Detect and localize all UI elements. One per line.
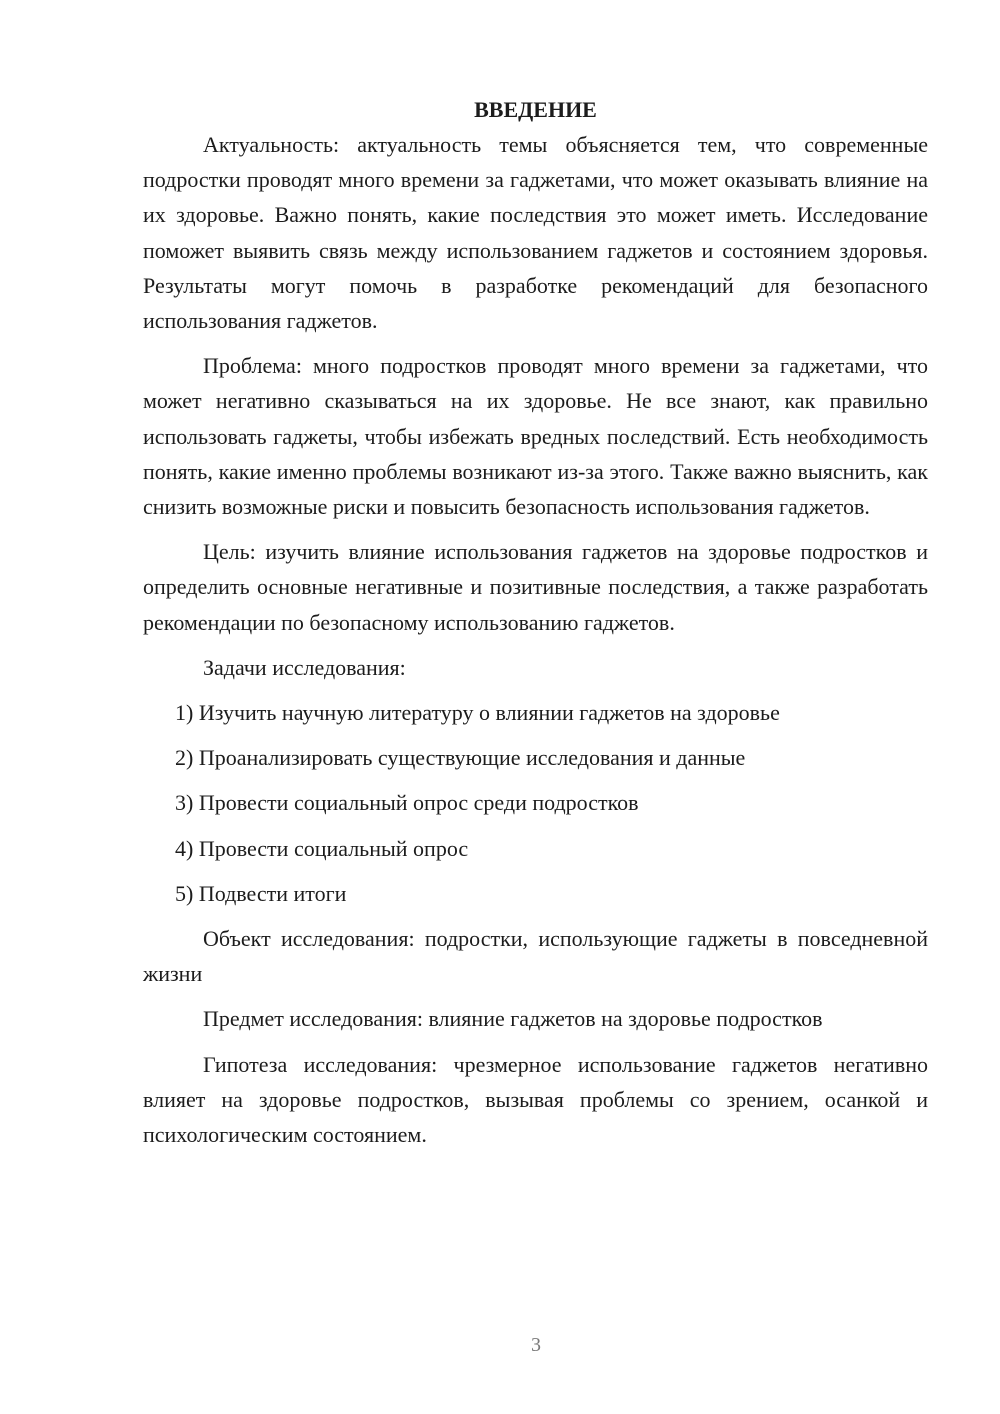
document-page bbox=[143, 92, 928, 1162]
task-item-3: 3) Провести социальный опрос среди подростков bbox=[175, 790, 639, 816]
paragraph-hypothesis: Гипотеза исследования: чрезмерное использование гаджетов негативно влияет на здоровье подростков, вызывая проблемы со зрением, осанкой и психологическим состоянием. bbox=[143, 1051, 928, 1148]
task-item-1: 1) Изучить научную литературу о влиянии гаджетов на здоровье bbox=[175, 700, 780, 726]
page-number: 3 bbox=[531, 1334, 541, 1356]
paragraph-problem: Проблема: много подростков проводят много времени за гаджетами, что может негативно сказываться на их здоровье. Не все знают, как правильно использовать гаджеты, чтобы избежать вредных последствий. Есть необходимость понять, какие именно проблемы возникают из-за этого. Также важно выяснить, как снизить возможные риски и повысить безопасность использования гаджетов. bbox=[143, 353, 928, 520]
task-item-5: 5) Подвести итоги bbox=[175, 880, 347, 906]
task-item-4: 4) Провести социальный опрос bbox=[175, 835, 469, 861]
paragraph-goal: Цель: изучить влияние использования гаджетов на здоровье подростков и определить основные негативные и позитивные последствия, а также разработать рекомендации по безопасному использованию гаджетов. bbox=[143, 539, 928, 635]
paragraph-relevance: Актуальность: актуальность темы объясняется тем, что современные подростки проводят много времени за гаджетами, что может оказывать влияние на их здоровье. Важно понять, какие последствия это может иметь. Исследование поможет выявить связь между использованием гаджетов и состоянием здоровья. Результаты могут помочь в разработке рекомендаций для безопасного использования гаджетов. bbox=[143, 132, 928, 334]
task-item-2: 2) Проанализировать существующие исследования и данные bbox=[175, 745, 746, 771]
page-title: ВВЕДЕНИЕ bbox=[474, 97, 597, 122]
paragraph-object: Объект исследования: подростки, использующие гаджеты в повседневной жизни bbox=[143, 926, 928, 987]
tasks-heading: Задачи исследования: bbox=[203, 654, 406, 680]
paragraph-subject: Предмет исследования: влияние гаджетов на здоровье подростков bbox=[203, 1006, 823, 1032]
tasks-list bbox=[143, 695, 928, 911]
